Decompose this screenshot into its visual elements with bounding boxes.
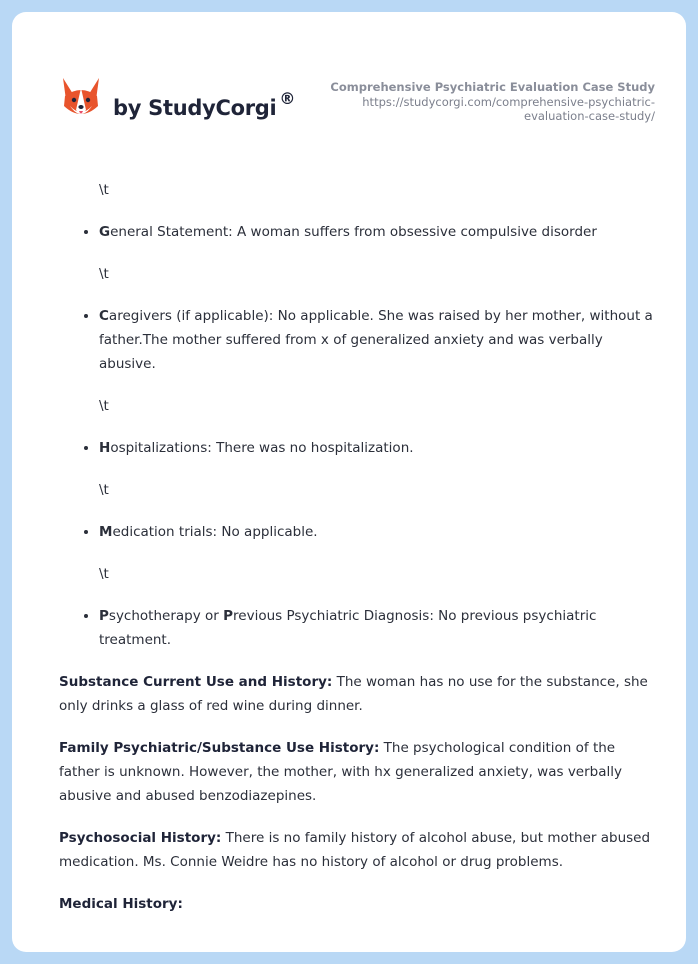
- history-list: [59, 520, 659, 544]
- document-meta: [325, 80, 655, 124]
- list-item: • General Statement: A woman suffers from obsessive compulsive disorder: [99, 220, 659, 244]
- registered-mark: ®: [279, 89, 296, 108]
- document-page: [12, 12, 686, 952]
- tab-marker: \t: [99, 182, 109, 198]
- document-title: Comprehensive Psychiatric Evaluation Case Study: [330, 80, 655, 94]
- family-history-paragraph: Family Psychiatric/Substance Use History: The psychological condition of the father is unknown. However, the mother, with hx generalized anxiety, was verbally abusive and abused benzodiazepines.: [59, 740, 622, 804]
- list-item: • Hospitalizations: There was no hospitalization.: [99, 436, 659, 460]
- page-header: [12, 12, 686, 152]
- psychosocial-history-paragraph: Psychosocial History: There is no family history of alcohol abuse, but mother abused medication. Ms. Connie Weidre has no history of alcohol or drug problems.: [59, 830, 651, 870]
- brand-name: by StudyCorgi ®: [113, 89, 296, 120]
- history-list: [59, 436, 659, 460]
- medical-history-heading: Medical History:: [59, 896, 183, 912]
- document-url[interactable]: https://studycorgi.com/comprehensive-psychiatric- evaluation-case-study/: [362, 94, 655, 123]
- list-item: • Caregivers (if applicable): No applicable. She was raised by her mother, without a father.The mother suffered from x of generalized anxiety and was verbally abusive.: [99, 304, 659, 376]
- corgi-logo-icon: [60, 76, 102, 122]
- substance-use-paragraph: Substance Current Use and History: The woman has no use for the substance, she only drinks a glass of red wine during dinner.: [59, 674, 648, 714]
- list-item: • Psychotherapy or Previous Psychiatric Diagnosis: No previous psychiatric treatment.: [99, 604, 659, 652]
- list-item: • Medication trials: No applicable.: [99, 520, 659, 544]
- tab-marker: \t: [99, 566, 109, 582]
- history-list: [59, 304, 659, 376]
- tab-marker: \t: [99, 482, 109, 498]
- history-list: [59, 220, 659, 244]
- tab-marker: \t: [99, 398, 109, 414]
- history-list: [59, 604, 659, 652]
- document-body: [59, 178, 659, 934]
- tab-marker: \t: [99, 266, 109, 282]
- studycorgi-logo[interactable]: [60, 76, 310, 136]
